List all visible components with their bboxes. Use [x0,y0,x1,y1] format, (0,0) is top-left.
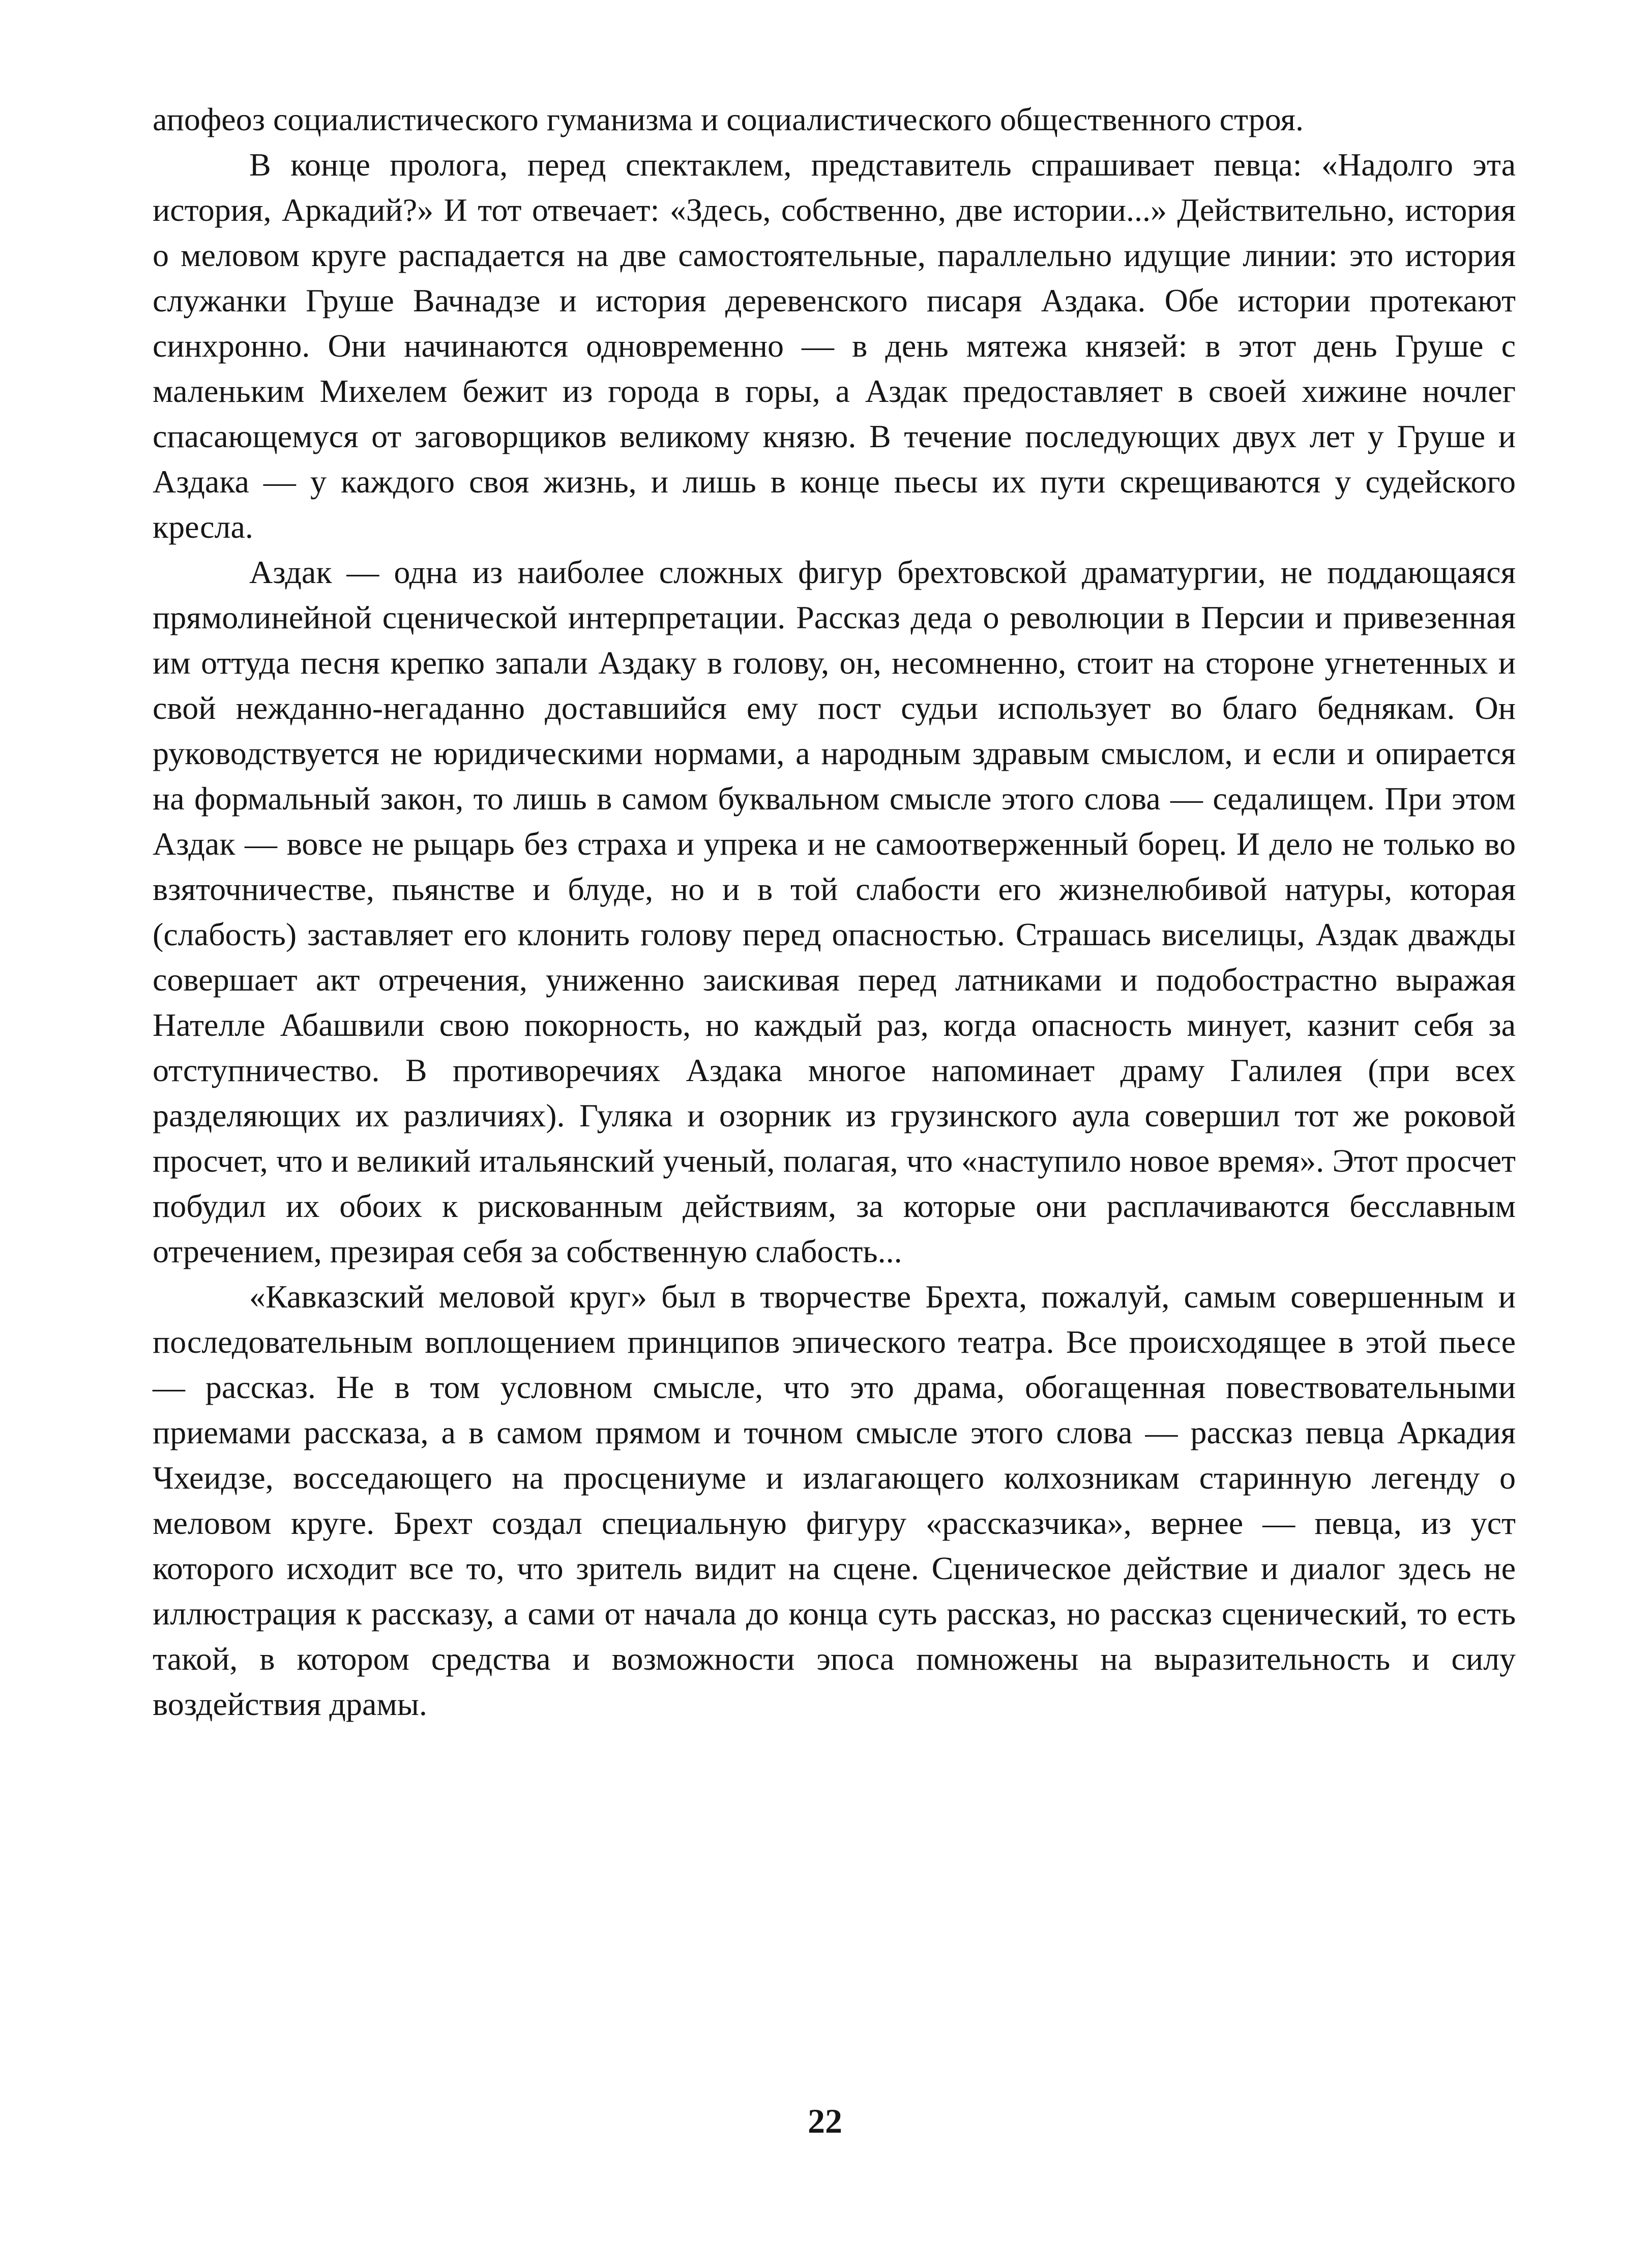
paragraph-2: В конце пролога, перед спектаклем, представитель спрашивает певца: «Надолго эта история, Аркадий?» И тот отвечает: «Здесь, собственно, две истории...» Действительно, история о меловом круге распадается на две самостоятельные, параллельно идущие линии: это история служанки Груше Вачнадзе и история деревенского писаря Аздака. Обе истории протекают синхронно. Они начинаются одновременно — в день мятежа князей: в этот день Груше с маленьким Михелем бежит из города в горы, а Аздак предоставляет в своей хижине ночлег спасающемуся от заговорщиков великому князю. В течение последующих двух лет у Груше и Аздака — у каждого своя жизнь, и лишь в конце пьесы их пути скрещиваются у судейского кресла. [153,147,1516,545]
paragraph-3: Аздак — одна из наиболее сложных фигур брехтовской драматургии, не поддающаяся прямолинейной сценической интерпретации. Рассказ деда о революции в Персии и привезенная им оттуда песня крепко запали Аздаку в голову, он, несомненно, стоит на стороне угнетенных и свой нежданно-негаданно доставшийся ему пост судьи использует во благо беднякам. Он руководствуется не юридическими нормами, а народным здравым смыслом, и если и опирается на формальный закон, то лишь в самом буквальном смысле этого слова — седалищем. При этом Аздак — вовсе не рыцарь без страха и упрека и не самоотверженный борец. И дело не только во взяточничестве, пьянстве и блуде, но и в той слабости его жизнелюбивой натуры, которая (слабость) заставляет его клонить голову перед опасностью. Страшась виселицы, Аздак дважды совершает акт отречения, униженно заискивая перед латниками и подобострастно выражая Нателле Абашвили свою покорность, но каждый раз, когда опасность минует, казнит себя за отступничество. В противоречиях Аздака многое напоминает драму Галилея (при всех разделяющих их различиях). Гуляка и озорник из грузинского аула совершил тот же роковой просчет, что и великий итальянский ученый, полагая, что «наступило новое время». Этот просчет побудил их обоих к рискованным действиям, за которые они расплачиваются бесславным отречением, презирая себя за собственную слабость... [153,554,1516,1269]
paragraph-4: «Кавказский меловой круг» был в творчестве Брехта, пожалуй, самым совершенным и последовательным воплощением принципов эпического театра. Все происходящее в этой пьесе — рассказ. Не в том условном смысле, что это драма, обогащенная повествовательными приемами рассказа, а в самом прямом и точном смысле этого слова — рассказ певца Аркадия Чхеидзе, восседающего на просцениуме и излагающего колхозникам старинную легенду о меловом круге. Брехт создал специальную фигуру «рассказчика», вернее — певца, из уст которого исходит все то, что зритель видит на сцене. Сценическое действие и диалог здесь не иллюстрация к рассказу, а сами от начала до конца суть рассказ, но рассказ сценический, то есть такой, в котором средства и возможности эпоса помножены на выразительность и силу воздействия драмы. [153,1278,1516,1722]
page-number: 22 [808,2102,842,2140]
paragraph-1: апофеоз социалистического гуманизма и социалистического общественного строя. [153,101,1304,137]
body-text [153,97,1516,1727]
